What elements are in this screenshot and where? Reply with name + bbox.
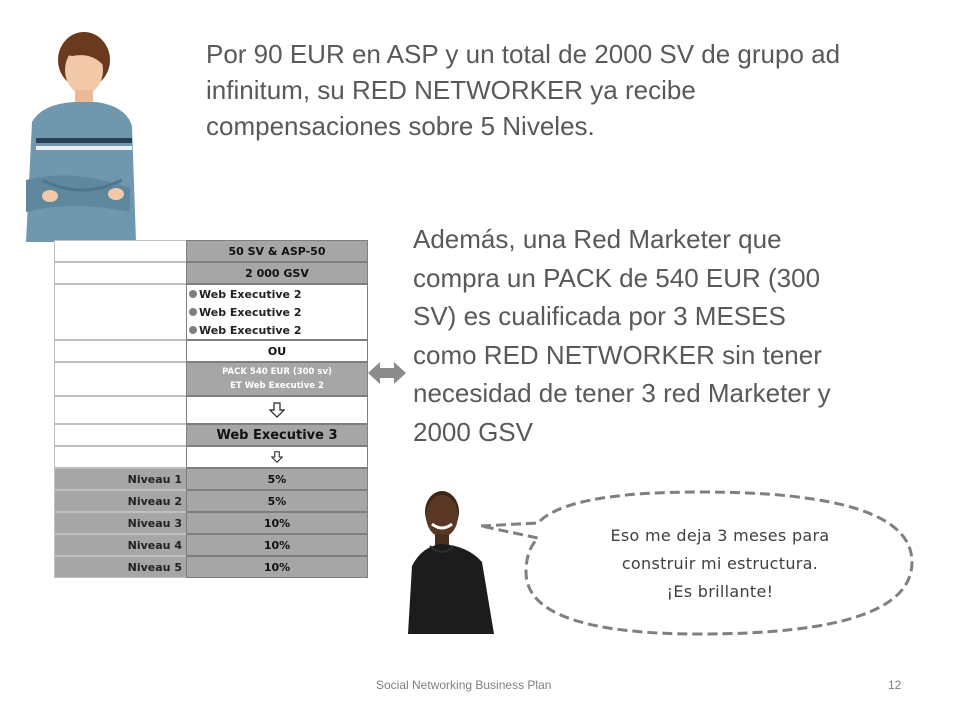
table-row	[54, 512, 368, 534]
table-row	[54, 556, 368, 578]
table-row	[54, 262, 368, 284]
compensation-table	[54, 240, 368, 578]
bubble-text: Eso me deja 3 meses para construir mi estructura. ¡Es brillante!	[610, 526, 830, 601]
or-label: OU	[186, 340, 368, 362]
level-label: Niveau 3	[54, 512, 186, 534]
header-sv-asp: 50 SV & ASP-50	[186, 240, 368, 262]
level-label: Niveau 2	[54, 490, 186, 512]
level-value: 5%	[186, 468, 368, 490]
footer-title: Social Networking Business Plan	[376, 678, 552, 692]
level-label: Niveau 4	[54, 534, 186, 556]
table-row	[54, 468, 368, 490]
down-arrow-icon	[186, 446, 368, 468]
level-label: Niveau 5	[54, 556, 186, 578]
table-row	[54, 240, 368, 262]
bullet-icon	[189, 326, 197, 334]
double-arrow-icon	[367, 360, 407, 386]
page-number: 12	[888, 678, 902, 692]
result-level: Web Executive 3	[186, 424, 368, 446]
level-label: Niveau 1	[54, 468, 186, 490]
header-gsv: 2 000 GSV	[186, 262, 368, 284]
table-row	[54, 490, 368, 512]
bullet-icon	[189, 290, 197, 298]
web-executive-list	[186, 284, 368, 340]
level-value: 10%	[186, 556, 368, 578]
table-row	[54, 284, 368, 340]
table-row	[54, 446, 368, 468]
table-row	[54, 362, 368, 396]
table-row	[54, 396, 368, 424]
table-row	[54, 424, 368, 446]
woman-photo	[12, 30, 140, 242]
bullet-icon	[189, 308, 197, 316]
list-item: Web Executive 2	[189, 324, 301, 337]
down-arrow-icon	[186, 396, 368, 424]
intro-paragraph: Por 90 EUR en ASP y un total de 2000 SV de grupo ad infinitum, su RED NETWORKER ya recibe compensaciones sobre 5 Niveles.	[206, 39, 841, 141]
level-value: 10%	[186, 512, 368, 534]
pack-cell: PACK 540 EUR (300 sv) ET Web Executive 2	[186, 362, 368, 396]
level-value: 5%	[186, 490, 368, 512]
pack-explanation: Además, una Red Marketer que compra un PACK de 540 EUR (300 SV) es cualificada por 3 MESES como RED NETWORKER sin tener necesidad de tener 3 red Marketer y 2000 GSV	[413, 224, 831, 447]
level-value: 10%	[186, 534, 368, 556]
table-row	[54, 340, 368, 362]
list-item: Web Executive 2	[189, 288, 301, 301]
list-item: Web Executive 2	[189, 306, 301, 319]
table-row	[54, 534, 368, 556]
